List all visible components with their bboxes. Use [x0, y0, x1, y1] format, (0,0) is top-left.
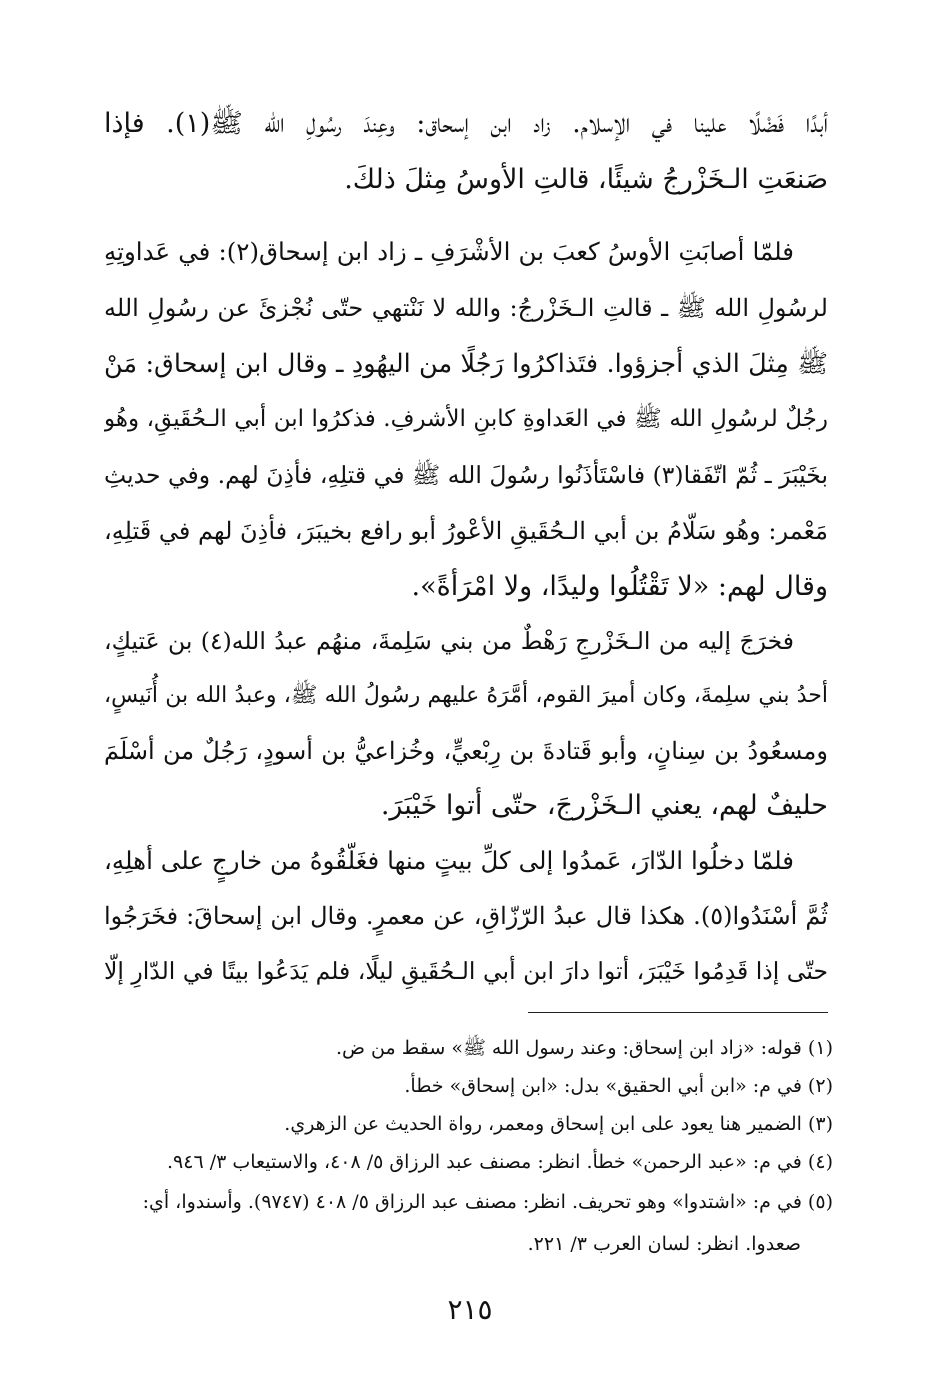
text-line: بخَيْبَرَ ـ ثُمّ اتّفَقا(٣) فاسْتَأذَنُوا رسُولَ الله ﷺ في قتلِهِ، فأذِنَ لهم. وفي حديثِ	[104, 461, 828, 489]
text-line: حليفٌ لهم، يعني الـخَزْرجَ، حتّى أتوا خَيْبَرَ.	[380, 790, 828, 821]
text-line: ﷺ مِثلَ الذي أجزؤوا. فتَذاكرُوا رَجُلًا من اليهُودِ ـ وقال ابن إسحاق: مَنْ	[104, 349, 828, 379]
footnote: (٥) في م: «اشتدوا» وهو تحريف. انظر: مصنف عبد الرزاق ٥/ ٤٠٨ (٩٧٤٧). وأسندوا، أي:	[142, 1191, 833, 1213]
text-line: ثُمَّ أسْنَدُوا(٥). هكذا قال عبدُ الرّزّاقِ، عن معمرٍ. وقال ابن إسحاقَ: فخَرَجُوا	[104, 902, 828, 930]
text-line: أحدُ بني سلِمةَ، وكان أميرَ القوم، أمَّرَهُ عليهم رسُولُ الله ﷺ، وعبدُ الله بن أُنَيسٍ،	[104, 683, 828, 708]
footnote: صعدوا. انظر: لسان العرب ٣/ ٢٢١.	[527, 1233, 801, 1255]
text-line: رجُلٌ لرسُولِ الله ﷺ في العَداوةِ كابنِ الأشرفِ. فذكرُوا ابن أبي الـحُقَيقِ، وهُو	[104, 406, 828, 432]
text-line: صَنعَتِ الـخَزْرجُ شيئًا، قالتِ الأوسُ مِثلَ ذلكَ.	[344, 164, 828, 195]
text-line: ومسعُودُ بن سِنانٍ، وأبو قَتادةَ بن رِبْعيٍّ، وخُزاعيُّ بن أسودٍ، رَجُلٌ من أسْلَمَ	[104, 737, 828, 765]
text-line: حتّى إذا قَدِمُوا خَيْبَرَ، أتوا دارَ ابن أبي الـحُقَيقِ ليلًا، فلم يَدَعُوا بيتًا في الدّارِ إلّا	[104, 957, 828, 985]
text-line: فلمّا دخلُوا الدّارَ، عَمدُوا إلى كلِّ بيتٍ منها فغَلّقُوهُ من خارجٍ على أهلِهِ،	[104, 846, 794, 875]
text-line: مَعْمر: وهُو سَلّامُ بن أبي الـحُقَيقِ الأعْورُ أبو رافع بخيبَرَ، فأذِنَ لهم في قَتلِهِ،	[104, 517, 828, 545]
footnote: (٢) في م: «ابن أبي الحقيق» بدل: «ابن إسحاق» خطأ.	[404, 1075, 833, 1097]
page-number: ٢١٥	[447, 1293, 493, 1326]
text-line: أبدًا فَضْلًا علينا في الإسلام. زاد ابن إسحاق: وعِندَ رسُولِ الله ﷺ(١). فإذا	[104, 108, 828, 139]
text-line: فخرَجَ إليه من الـخَزْرجِ رَهْطٌ من بني سَلِمةَ، منهُم عبدُ الله(٤) بن عَتيكٍ،	[104, 627, 794, 655]
footnote-separator	[528, 1012, 828, 1013]
footnote: (٤) في م: «عبد الرحمن» خطأ. انظر: مصنف عبد الرزاق ٥/ ٤٠٨، والاستيعاب ٣/ ٩٤٦.	[167, 1151, 833, 1173]
text-line: وقال لهم: «لا تَقْتُلُوا وليدًا، ولا امْرَأةً».	[411, 571, 828, 602]
footnote: (٣) الضمير هنا يعود على ابن إسحاق ومعمر، رواة الحديث عن الزهري.	[284, 1113, 833, 1135]
footnote: (١) قوله: «زاد ابن إسحاق: وعند رسول الله ﷺ» سقط من ض.	[335, 1037, 833, 1059]
text-line: فلمّا أصابَتِ الأوسُ كعبَ بن الأشْرَفِ ـ زاد ابن إسحاق(٢): في عَداوتِهِ	[104, 237, 794, 266]
text-line: لرسُولِ الله ﷺ ـ قالتِ الـخَزْرجُ: والله لا نَنْتهي حتّى نُجْزئَ عن رسُولِ الله	[104, 294, 828, 322]
